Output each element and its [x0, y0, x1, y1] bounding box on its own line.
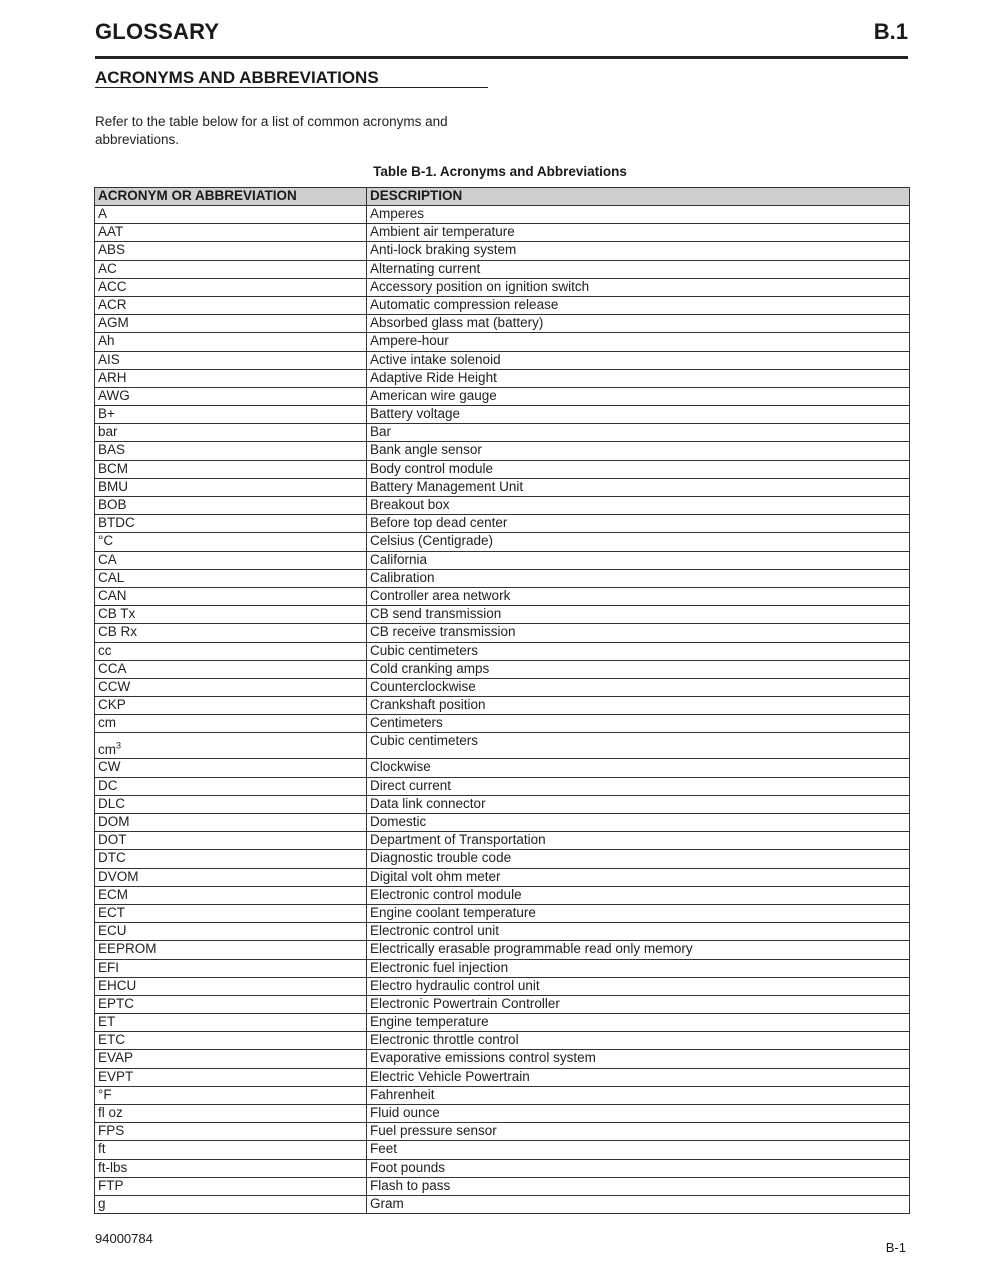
description-cell: Foot pounds: [367, 1159, 910, 1177]
acronym-cell: [95, 333, 367, 351]
table-row: [95, 660, 910, 678]
acronym-text: AIS: [98, 351, 120, 367]
acronym-text: DOT: [98, 832, 127, 848]
acronym-text: EVAP: [98, 1050, 134, 1066]
table-row: [95, 850, 910, 868]
table-row: [95, 1086, 910, 1104]
acronym-text: BMU: [98, 478, 128, 494]
table-row: [95, 260, 910, 278]
acronym-cell: [95, 478, 367, 496]
description-cell: American wire gauge: [367, 387, 910, 405]
acronym-text: CKP: [98, 697, 126, 713]
table-row: [95, 1014, 910, 1032]
table-row: [95, 551, 910, 569]
description-cell: Body control module: [367, 460, 910, 478]
acronym-text: DOM: [98, 814, 130, 829]
table-row: [95, 497, 910, 515]
acronym-cell: [95, 260, 367, 278]
table-row: [95, 1105, 910, 1123]
table-row: [95, 1050, 910, 1068]
description-cell: Diagnostic trouble code: [367, 850, 910, 868]
acronym-cell: [95, 1195, 367, 1213]
description-cell: Electronic Powertrain Controller: [367, 995, 910, 1013]
acronym-text: BTDC: [98, 515, 135, 531]
acronym-cell: [95, 1014, 367, 1032]
acronym-cell: [95, 515, 367, 533]
description-cell: Fahrenheit: [367, 1086, 910, 1104]
acronym-cell: [95, 941, 367, 959]
column-header-acronym: ACRONYM OR ABBREVIATION: [95, 188, 367, 206]
acronym-cell: [95, 351, 367, 369]
description-cell: Controller area network: [367, 587, 910, 605]
table-caption: Table B-1. Acronyms and Abbreviations: [373, 164, 627, 179]
acronym-cell: [95, 1086, 367, 1104]
table-row: [95, 533, 910, 551]
acronym-cell: [95, 569, 367, 587]
acronym-text: ET: [98, 1014, 116, 1030]
acronym-text: CCW: [98, 678, 131, 694]
description-cell: Alternating current: [367, 260, 910, 278]
description-cell: California: [367, 551, 910, 569]
description-cell: Amperes: [367, 206, 910, 224]
table-row: [95, 904, 910, 922]
description-cell: Crankshaft position: [367, 697, 910, 715]
acronym-cell: [95, 977, 367, 995]
acronym-cell: [95, 1123, 367, 1141]
acronym-cell: [95, 959, 367, 977]
description-cell: Data link connector: [367, 795, 910, 813]
acronym-text: cc: [98, 642, 112, 658]
description-cell: Battery Management Unit: [367, 478, 910, 496]
acronym-text: ETC: [98, 1032, 125, 1048]
acronym-text: fl oz: [98, 1105, 123, 1120]
acronym-text: ECU: [98, 923, 127, 939]
table-row: [95, 278, 910, 296]
description-cell: Active intake solenoid: [367, 351, 910, 369]
acronym-cell: [95, 1141, 367, 1159]
description-cell: Calibration: [367, 569, 910, 587]
description-cell: Battery voltage: [367, 406, 910, 424]
table-row: [95, 1159, 910, 1177]
acronym-cell: [95, 733, 367, 759]
description-cell: CB receive transmission: [367, 624, 910, 642]
table-row: [95, 569, 910, 587]
acronym-text: AC: [98, 260, 117, 276]
section-number: B.1: [873, 19, 908, 44]
table-row: [95, 795, 910, 813]
acronym-cell: [95, 1105, 367, 1123]
acronym-text: CAL: [98, 569, 125, 585]
acronym-text: AGM: [98, 315, 129, 331]
acronym-cell: [95, 886, 367, 904]
table-row: [95, 315, 910, 333]
description-cell: Ambient air temperature: [367, 224, 910, 242]
table-row: [95, 977, 910, 995]
acronym-text: BOB: [98, 497, 127, 512]
description-cell: Absorbed glass mat (battery): [367, 315, 910, 333]
acronym-cell: [95, 1159, 367, 1177]
acronym-text: DVOM: [98, 868, 139, 884]
acronym-text: EEPROM: [98, 941, 157, 957]
table-row: [95, 814, 910, 832]
acronym-text: EVPT: [98, 1068, 134, 1084]
acronym-text: ECM: [98, 886, 128, 902]
acronym-cell: [95, 1032, 367, 1050]
acronym-cell: [95, 533, 367, 551]
description-cell: Before top dead center: [367, 515, 910, 533]
acronym-cell: [95, 606, 367, 624]
table-row: [95, 941, 910, 959]
acronym-text: EPTC: [98, 995, 135, 1011]
acronym-cell: [95, 995, 367, 1013]
acronym-cell: [95, 1050, 367, 1068]
acronym-cell: [95, 460, 367, 478]
acronym-cell: [95, 923, 367, 941]
description-cell: Gram: [367, 1195, 910, 1213]
description-cell: Electronic fuel injection: [367, 959, 910, 977]
acronym-cell: [95, 587, 367, 605]
acronym-text: bar: [98, 424, 118, 440]
acronym-text: °F: [98, 1086, 112, 1102]
acronym-text: °C: [98, 533, 114, 549]
description-cell: Electronic control unit: [367, 923, 910, 941]
table-row: [95, 959, 910, 977]
page-title: GLOSSARY: [95, 19, 220, 44]
table-row: [95, 624, 910, 642]
table-row: [95, 424, 910, 442]
description-cell: Anti-lock braking system: [367, 242, 910, 260]
acronym-cell: [95, 424, 367, 442]
table-row: [95, 733, 910, 759]
description-cell: Cold cranking amps: [367, 660, 910, 678]
acronym-cell: [95, 868, 367, 886]
acronym-cell: [95, 624, 367, 642]
description-cell: Counterclockwise: [367, 678, 910, 696]
table-row: [95, 587, 910, 605]
description-cell: Electronic control module: [367, 886, 910, 904]
acronym-text: g: [98, 1195, 106, 1211]
acronym-cell: [95, 795, 367, 813]
description-cell: Cubic centimeters: [367, 642, 910, 660]
description-cell: Engine coolant temperature: [367, 904, 910, 922]
table-row: [95, 351, 910, 369]
acronym-text: cm: [98, 715, 116, 731]
table-row: [95, 606, 910, 624]
acronym-text: ECT: [98, 904, 125, 920]
acronym-cell: [95, 315, 367, 333]
acronym-cell: [95, 278, 367, 296]
description-cell: Centimeters: [367, 715, 910, 733]
table-row: [95, 886, 910, 904]
acronym-text: B+: [98, 406, 115, 422]
acronym-cell: [95, 442, 367, 460]
table-row: [95, 442, 910, 460]
acronym-text: FPS: [98, 1123, 125, 1139]
table-row: [95, 387, 910, 405]
table-row: [95, 1123, 910, 1141]
acronym-table: [94, 187, 910, 1214]
acronym-text: BAS: [98, 442, 126, 458]
acronym-cell: [95, 497, 367, 515]
document-number: 94000784: [95, 1231, 153, 1246]
description-cell: Direct current: [367, 777, 910, 795]
intro-paragraph: Refer to the table below for a list of common acronyms and abbreviations.: [95, 114, 448, 147]
description-cell: Feet: [367, 1141, 910, 1159]
table-row: [95, 406, 910, 424]
description-cell: Adaptive Ride Height: [367, 369, 910, 387]
acronym-text: ABS: [98, 242, 126, 258]
acronym-cell: [95, 814, 367, 832]
table-row: [95, 642, 910, 660]
acronym-cell: [95, 551, 367, 569]
table-row: [95, 296, 910, 314]
acronym-text: ft: [98, 1141, 106, 1157]
acronym-cell: [95, 850, 367, 868]
table-row: [95, 224, 910, 242]
table-row: [95, 715, 910, 733]
description-cell: Breakout box: [367, 497, 910, 515]
table-row: [95, 995, 910, 1013]
acronym-cell: [95, 715, 367, 733]
table-row: [95, 333, 910, 351]
acronym-text: DTC: [98, 850, 126, 866]
table-row: [95, 868, 910, 886]
table-row: [95, 1177, 910, 1195]
acronym-text: CAN: [98, 587, 127, 603]
table-row: [95, 777, 910, 795]
acronym-cell: [95, 642, 367, 660]
acronym-text: FTP: [98, 1177, 124, 1193]
description-cell: Bar: [367, 424, 910, 442]
acronym-text: ft-lbs: [98, 1159, 128, 1175]
table-row: [95, 759, 910, 777]
acronym-cell: [95, 242, 367, 260]
description-cell: Electro hydraulic control unit: [367, 977, 910, 995]
acronym-cell: [95, 387, 367, 405]
description-cell: Fluid ounce: [367, 1105, 910, 1123]
acronym-text: DLC: [98, 795, 126, 811]
description-cell: Flash to pass: [367, 1177, 910, 1195]
acronym-text: CW: [98, 759, 121, 775]
description-cell: Ampere-hour: [367, 333, 910, 351]
acronym-text: AAT: [98, 224, 124, 240]
description-cell: Accessory position on ignition switch: [367, 278, 910, 296]
acronym-text: Ah: [98, 333, 115, 349]
acronym-cell: [95, 904, 367, 922]
table-row: [95, 460, 910, 478]
description-cell: Evaporative emissions control system: [367, 1050, 910, 1068]
acronym-cell: [95, 1177, 367, 1195]
acronym-cell: [95, 777, 367, 795]
table-row: [95, 1195, 910, 1213]
acronym-text: EHCU: [98, 977, 137, 993]
description-cell: Cubic centimeters: [367, 733, 910, 759]
description-cell: Celsius (Centigrade): [367, 533, 910, 551]
acronym-text: cm: [98, 742, 116, 758]
acronym-cell: [95, 369, 367, 387]
table-row: [95, 369, 910, 387]
table-row: [95, 923, 910, 941]
table-row: [95, 206, 910, 224]
acronym-cell: [95, 406, 367, 424]
acronym-text: ACR: [98, 296, 127, 312]
table-row: [95, 678, 910, 696]
description-cell: Electric Vehicle Powertrain: [367, 1068, 910, 1086]
table-header-row: [95, 188, 910, 206]
description-cell: Automatic compression release: [367, 296, 910, 314]
acronym-text: ACC: [98, 278, 127, 294]
table-row: [95, 1141, 910, 1159]
acronym-text: CA: [98, 551, 117, 567]
acronym-text: DC: [98, 777, 118, 793]
table-row: [95, 832, 910, 850]
column-header-description: DESCRIPTION: [367, 188, 910, 206]
description-cell: Department of Transportation: [367, 832, 910, 850]
acronym-cell: [95, 759, 367, 777]
acronym-cell: [95, 1068, 367, 1086]
table-row: [95, 242, 910, 260]
acronym-text: BCM: [98, 460, 128, 476]
acronym-cell: [95, 296, 367, 314]
acronym-cell: [95, 678, 367, 696]
header-rule: [95, 56, 908, 59]
acronym-text: A: [98, 206, 108, 221]
table-row: [95, 515, 910, 533]
description-cell: Fuel pressure sensor: [367, 1123, 910, 1141]
page-number: B-1: [885, 1240, 906, 1255]
table-row: [95, 478, 910, 496]
acronym-cell: [95, 697, 367, 715]
section-heading-rule: [95, 87, 488, 88]
description-cell: Domestic: [367, 814, 910, 832]
acronym-text: ARH: [98, 369, 127, 385]
acronym-cell: [95, 660, 367, 678]
acronym-cell: [95, 832, 367, 850]
acronym-text: CCA: [98, 660, 127, 676]
table-row: [95, 1068, 910, 1086]
description-cell: Engine temperature: [367, 1014, 910, 1032]
table-row: [95, 697, 910, 715]
description-cell: Clockwise: [367, 759, 910, 777]
section-heading: ACRONYMS AND ABBREVIATIONS: [95, 68, 379, 87]
superscript-exponent: 3: [116, 740, 122, 751]
description-cell: Electrically erasable programmable read only memory: [367, 941, 910, 959]
description-cell: CB send transmission: [367, 606, 910, 624]
acronym-text: CB Tx: [98, 606, 136, 622]
description-cell: Digital volt ohm meter: [367, 868, 910, 886]
acronym-cell: [95, 206, 367, 224]
table-body: [95, 206, 910, 1214]
table-row: [95, 1032, 910, 1050]
acronym-text: EFI: [98, 959, 120, 975]
description-cell: Electronic throttle control: [367, 1032, 910, 1050]
description-cell: Bank angle sensor: [367, 442, 910, 460]
acronym-text: CB Rx: [98, 624, 138, 640]
acronym-cell: [95, 224, 367, 242]
acronym-text: AWG: [98, 387, 130, 403]
